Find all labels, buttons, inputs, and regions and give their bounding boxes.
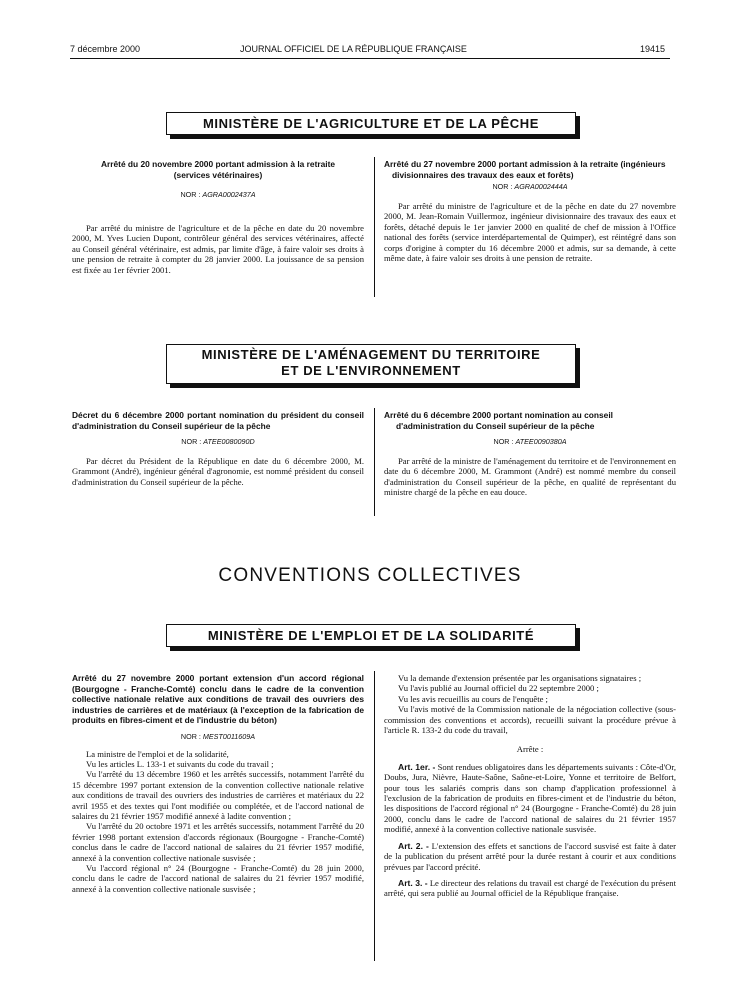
ministry-employment-box	[166, 624, 576, 647]
preamble-paragraph: La ministre de l'emploi et de la solidarité,	[86, 748, 229, 759]
decree-left-3	[72, 673, 364, 894]
article-2: Art. 2. - L'extension des effets et sanctions de l'accord susvisé est faite à dater de la publication du présent arrêté pour la durée restant à courir et aux conditions prévues par l'accord précité.	[384, 840, 677, 872]
decree-right-3	[384, 673, 676, 899]
article-1: Art. 1er. - Sont rendues obligatoires dans les départements suivants : Côte-d'Or, Doubs, Jura, Nièvre, Haute-Saône, Saône-et-Loire, Yonne et territoire de Belfort, pour tous les salariés compris dans son champ d'application professionnel à l'exclusion de la fabrication de produits en fibres-ciment et de l'industrie du béton, les dispositions de l'accord régional n° 24 (Bourgogne - Franche-Comté) du 28 juin 2000, conclu dans le cadre de l'accord national de salaires du 21 février 1957 modifié, annexé à la convention collective nationale susvisée.	[384, 761, 676, 835]
decree-body: Par décret du Président de la République en date du 6 décembre 2000, M. Grammont (André), ingénieur général d'agronomie, est nommé président du conseil d'administration du Conseil supérieur de la pêche.	[72, 456, 364, 487]
nor-reference: NOR : MEST0011609A	[180, 731, 256, 741]
preamble-paragraph: Vu l'arrêté du 13 décembre 1960 et les arrêtés successifs, notamment l'arrêté du 15 décembre 1997 portant extension de la convention collective nationale relative aux conditions de travail des ouvriers des industries de carrières et matériaux du 22 avril 1955 et des textes qui l'ont modifiée ou complétée, et de l'accord national de salaires du 21 février 1957 modifié annexé à ladite convention ;	[72, 769, 364, 821]
preamble-paragraph: Vu les articles L. 133-1 et suivants du code du travail ;	[86, 758, 274, 769]
ministry-environment-name-line1: MINISTÈRE DE L'AMÉNAGEMENT DU TERRITOIRE	[201, 347, 541, 362]
header-rule	[70, 58, 670, 59]
nor-code: ATEE0080090D	[203, 437, 255, 446]
decree-title: Arrêté du 27 novembre 2000 portant extension d'un accord régional (Bourgogne - Franche-Comté) conclu dans le cadre de la convention collective nationale relative aux conditions de travail des ouvriers des industries de carrières et de matériaux (à l'exception de la fabrication de produits en fibres-ciment et de l'industrie du béton)	[72, 673, 364, 725]
column-divider	[374, 671, 375, 961]
column-divider	[374, 408, 375, 516]
ministry-agriculture-box	[166, 112, 576, 135]
preamble-paragraph: Vu l'avis publié au Journal officiel du 22 septembre 2000 ;	[398, 683, 599, 694]
header-journal-title: JOURNAL OFFICIEL DE LA RÉPUBLIQUE FRANÇAISE	[240, 44, 467, 54]
preamble-paragraph: Vu l'avis motivé de la Commission nationale de la négociation collective (sous-commission des conventions et accords), recueilli suivant la procédure prévue à l'article R. 133-2 du code du travail,	[384, 704, 676, 736]
article-label: Art. 3. -	[398, 877, 428, 888]
header-page-number: 19415	[640, 44, 666, 54]
decree-left-2	[72, 410, 364, 487]
header-date: 7 décembre 2000	[70, 44, 141, 54]
decree-left-1	[72, 159, 364, 275]
decree-title: Décret du 6 décembre 2000 portant nomination du président du conseil d'administration du Conseil supérieur de la pêche	[72, 410, 364, 431]
nor-reference: NOR : AGRA0002437A	[180, 190, 256, 199]
column-divider	[374, 157, 375, 297]
arrete-heading: Arrête :	[516, 744, 544, 755]
article-label: Art. 1er. -	[398, 761, 436, 772]
nor-code: MEST0011609A	[202, 731, 256, 741]
nor-code: AGRA0002444A	[514, 182, 568, 191]
ministry-environment-name-line2: ET DE L'ENVIRONNEMENT	[281, 363, 461, 378]
nor-reference: NOR : ATEE0080090D	[181, 437, 255, 446]
article-3: Art. 3. - Le directeur des relations du travail est chargé de l'exécution du présent arrêté, qui sera publié au Journal officiel de la République française.	[384, 877, 676, 899]
decree-right-2	[384, 410, 676, 498]
decree-body: Par arrêté du ministre de l'agriculture et de la pêche en date du 27 novembre 2000, M. Jean-Romain Vuillermoz, ingénieur divisionnaire des travaux des eaux et forêts, détaché depuis le 1er janvier 2000 en qualité de chef de mission à l'Office national des forêts (service interdépartemental de Quimper), est réintégré dans son corps d'origine à compter du 16 décembre 2000 et admis, sur sa demande, à cette même date, à faire valoir ses droits à une pension de retraite.	[384, 201, 676, 264]
nor-reference: NOR : AGRA0002444A	[492, 182, 568, 191]
ministry-employment-name: MINISTÈRE DE L'EMPLOI ET DE LA SOLIDARITÉ	[207, 628, 535, 643]
preamble-paragraph: Vu l'arrêté du 20 octobre 1971 et les arrêtés successifs, notamment l'arrêté du 20 février 1998 portant extension d'accords régionaux (Bourgogne - Franche-Comté) conclus dans le cadre de l'accord national de salaires du 21 février 1957 modifié, annexé à la convention collective nationale susvisée ;	[72, 821, 364, 863]
ministry-agriculture-name: MINISTÈRE DE L'AGRICULTURE ET DE LA PÊCHE	[202, 116, 540, 131]
nor-reference: NOR : ATEE0090380A	[493, 437, 567, 446]
decree-right-1	[384, 159, 676, 263]
preamble-paragraph: Vu les avis recueillis au cours de l'enquête ;	[398, 693, 548, 704]
nor-code: ATEE0090380A	[515, 437, 567, 446]
preamble-paragraph: Vu l'accord régional n° 24 (Bourgogne - Franche-Comté) du 28 juin 2000, conclu dans le cadre de l'accord national de salaires du 21 février 1957 modifié, annexé à la convention collective nationale susvisée ;	[72, 862, 364, 894]
ministry-environment-box	[166, 344, 576, 384]
decree-title: Arrêté du 27 novembre 2000 portant admission à la retraite (ingénieurs divisionnaires des travaux des eaux et forêts)	[384, 159, 666, 180]
decree-title: Arrêté du 6 décembre 2000 portant nomination au conseil d'administration du Conseil supérieur de la pêche	[384, 410, 613, 431]
section-title: CONVENTIONS COLLECTIVES	[218, 565, 522, 586]
decree-title: Arrêté du 20 novembre 2000 portant admission à la retraite (services vétérinaires)	[100, 159, 336, 180]
decree-body: Par arrêté de la ministre de l'aménagement du territoire et de l'environnement en date du 6 décembre 2000, M. Grammont (André) est nommé membre du conseil d'administration du Conseil supérieur de la pêche, en qualité de représentant du ministre chargé de la pêche en eau douce.	[384, 456, 676, 498]
nor-code: AGRA0002437A	[202, 190, 256, 199]
article-label: Art. 2. -	[398, 840, 429, 851]
preamble-paragraph: Vu la demande d'extension présentée par les organisations signataires ;	[398, 673, 642, 683]
decree-body: Par arrêté du ministre de l'agriculture et de la pêche en date du 20 novembre 2000, M. Yves Lucien Dupont, contrôleur général des services vétérinaires, affecté au Conseil général vétérinaire, est admis, par limite d'âge, à faire valoir ses droits à une pension de retraite à compter du 28 janvier 2000. La jouissance de sa pension est fixée au 1er février 2001.	[72, 223, 364, 275]
